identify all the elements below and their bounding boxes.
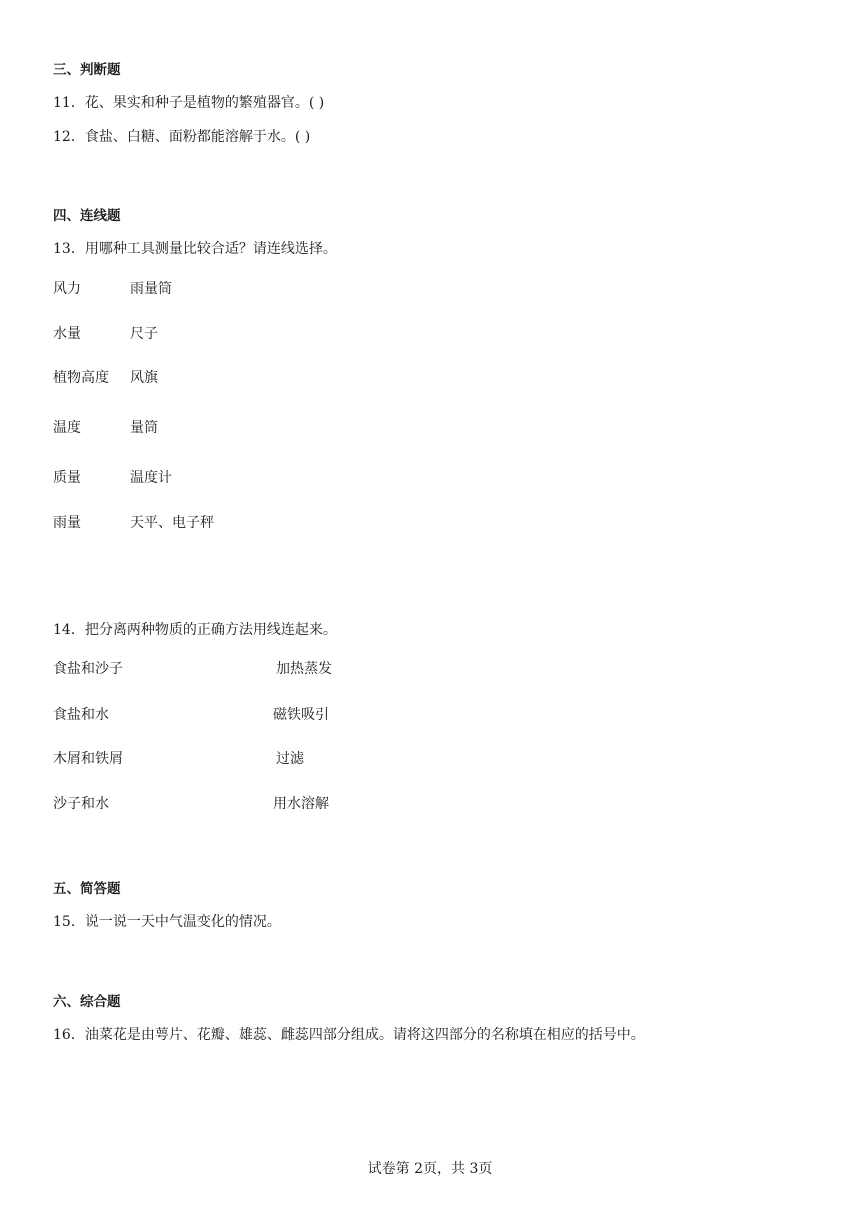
q14-left-item: 食盐和水 [53,707,109,723]
q13-right-item: 雨量筒 [130,281,172,297]
q13-left-item: 质量 [53,470,81,486]
q13-left-item: 风力 [53,281,81,297]
section-heading-matching: 四、连线题 [53,208,121,224]
q13-right-item: 尺子 [130,326,158,342]
q14-left-item: 木屑和铁屑 [53,751,123,767]
section-heading-short-answer: 五、简答题 [53,881,121,897]
question-13-prompt: 13．用哪种工具测量比较合适？请连线选择。 [53,241,337,257]
question-12: 12．食盐、白糖、面粉都能溶解于水。( ) [53,129,311,145]
q14-left-item: 食盐和沙子 [53,661,123,677]
q14-right-item: 磁铁吸引 [273,707,329,723]
question-14-prompt: 14．把分离两种物质的正确方法用线连起来。 [53,622,337,638]
q13-left-item: 植物高度 [53,370,109,386]
page-number-footer: 试卷第 2页，共 3页 [367,1161,493,1177]
section-heading-comprehensive: 六、综合题 [53,994,121,1010]
q14-right-item: 加热蒸发 [276,661,332,677]
q13-right-item: 天平、电子秤 [130,515,214,531]
question-16: 16．油菜花是由萼片、花瓣、雄蕊、雌蕊四部分组成。请将这四部分的名称填在相应的括号中。 [53,1027,645,1043]
question-11: 11．花、果实和种子是植物的繁殖器官。( ) [53,95,325,111]
q13-left-item: 温度 [53,420,81,436]
q14-right-item: 用水溶解 [273,796,329,812]
section-heading-judgement: 三、判断题 [53,62,121,78]
q13-right-item: 量筒 [130,420,158,436]
q13-left-item: 雨量 [53,515,81,531]
q13-right-item: 风旗 [130,370,158,386]
q13-left-item: 水量 [53,326,81,342]
q14-right-item: 过滤 [276,751,304,767]
q13-right-item: 温度计 [130,470,172,486]
q14-left-item: 沙子和水 [53,796,109,812]
question-15: 15．说一说一天中气温变化的情况。 [53,914,281,930]
